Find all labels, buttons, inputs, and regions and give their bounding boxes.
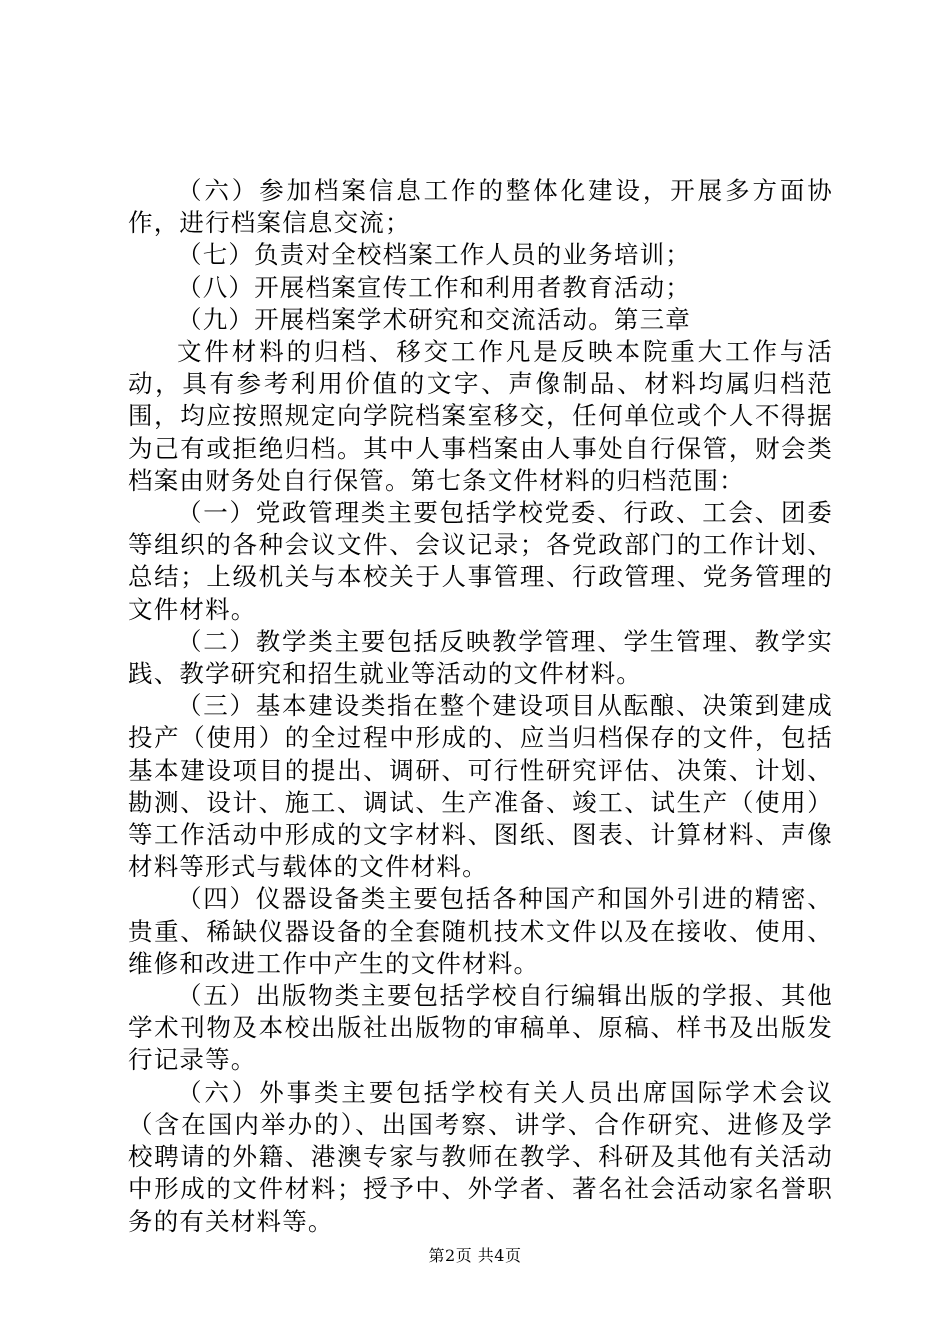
paragraph: 文件材料的归档、移交工作凡是反映本院重大工作与活动，具有参考利用价值的文字、声像制品、材料均属归档范围，均应按照规定向学院档案室移交，任何单位或个人不得据为己有或拒绝归档。其中人事档案由人事处自行保管，财会类档案由财务处自行保管。第七条文件材料的归档范围： (128, 337, 833, 495)
page-number-footer: 第2页 共4页 (428, 1246, 522, 1265)
paragraph: （一）党政管理类主要包括学校党委、行政、工会、团委等组织的各种会议文件、会议记录；各党政部门的工作计划、总结；上级机关与本校关于人事管理、行政管理、党务管理的文件材料。 (128, 498, 833, 624)
paragraph: （七）负责对全校档案工作人员的业务培训； (177, 240, 691, 270)
paragraph: （五）出版物类主要包括学校自行编辑出版的学报、其他学术刊物及本校出版社出版物的审稿单、原稿、样书及出版发行记录等。 (128, 981, 833, 1075)
paragraph: （八）开展档案宣传工作和利用者教育活动； (177, 272, 691, 302)
paragraph: （六）外事类主要包括学校有关人员出席国际学术会议（含在国内举办的）、出国考察、讲学、合作研究、进修及学校聘请的外籍、港澳专家与教师在教学、科研及其他有关活动中形成的文件材料；授予中、外学者、著名社会活动家名誉职务的有关材料等。 (128, 1077, 833, 1236)
document-body (128, 175, 833, 1238)
paragraph: （六）参加档案信息工作的整体化建设，开展多方面协作，进行档案信息交流； (128, 176, 833, 238)
paragraph: （四）仪器设备类主要包括各种国产和国外引进的精密、贵重、稀缺仪器设备的全套随机技术文件以及在接收、使用、维修和改进工作中产生的文件材料。 (128, 884, 833, 978)
paragraph: （九）开展档案学术研究和交流活动。第三章 (177, 304, 691, 334)
paragraph: （二）教学类主要包括反映教学管理、学生管理、教学实践、教学研究和招生就业等活动的文件材料。 (128, 626, 833, 689)
paragraph: （三）基本建设类指在整个建设项目从酝酿、决策到建成投产（使用）的全过程中形成的、应当归档保存的文件，包括基本建设项目的提出、调研、可行性研究评估、决策、计划、勘测、设计、施工、调试、生产准备、竣工、试生产（使用）等工作活动中形成的文字材料、图纸、图表、计算材料、声像材料等形式与载体的文件材料。 (128, 691, 833, 882)
